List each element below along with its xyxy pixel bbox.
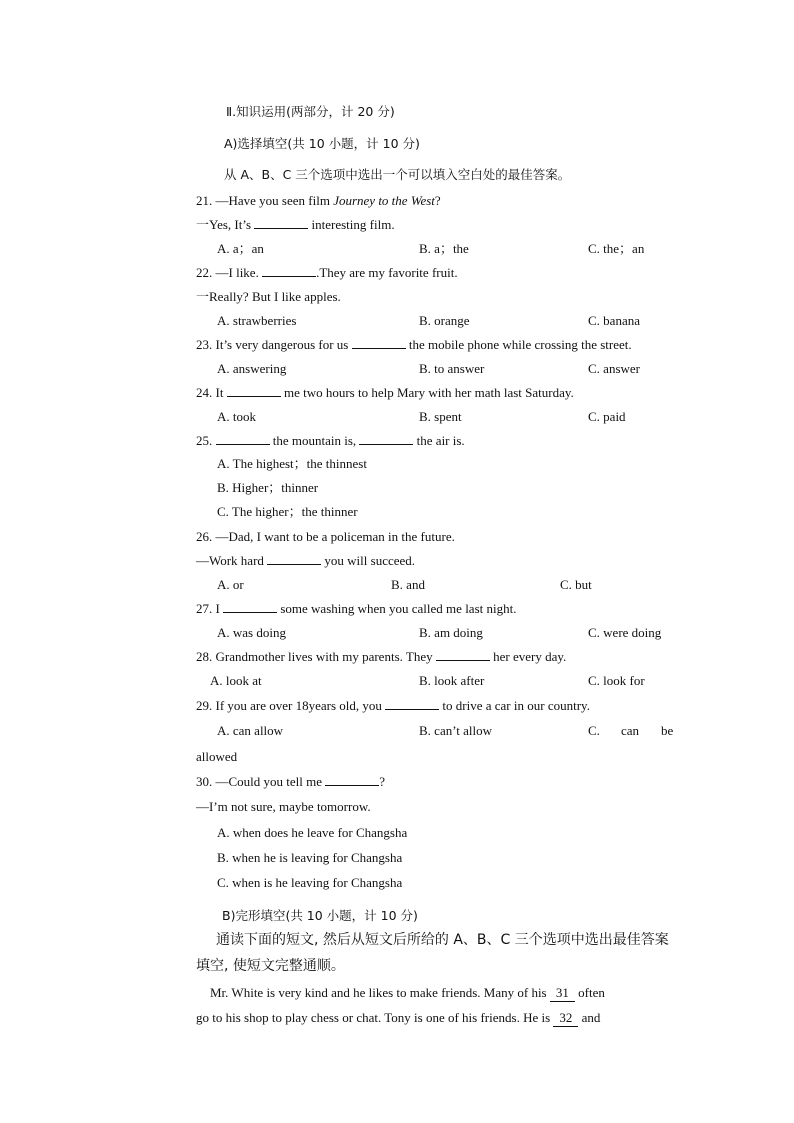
answer-blank [262, 265, 316, 277]
question-22-response: 一Really? But I like apples. [196, 289, 341, 304]
option-c-word: be [661, 723, 674, 738]
answer-blank [325, 774, 379, 786]
answer-blank [227, 385, 281, 397]
stem-text: If you are over 18years old, you [215, 698, 382, 713]
question-number: 29. [196, 698, 213, 713]
answer-blank [352, 337, 406, 349]
stem-text: her every day. [493, 649, 567, 664]
question-number: 30. [196, 774, 213, 789]
part-b-instruction: 通读下面的短文, 然后从短文后所给的 A、B、C 三个选项中选出最佳答案 [216, 932, 669, 948]
option-c-wrap: allowed [196, 749, 238, 764]
part-b-title: B)完形填空(共 10 小题，计 10 分) [222, 908, 418, 923]
question-22-stem [196, 265, 458, 281]
question-24-stem [196, 385, 574, 401]
stem-text: to drive a car in our country. [442, 698, 590, 713]
question-number: 27. [196, 601, 213, 616]
option-a: A. answering [217, 361, 287, 376]
option-c-label: C. [588, 723, 600, 738]
section-title: Ⅱ.知识运用(两部分，计 20 分) [226, 104, 395, 119]
stem-text: the air is. [416, 433, 465, 448]
option-c: C. look for [588, 673, 645, 688]
part-a-title: A)选择填空(共 10 小题，计 10 分) [224, 136, 420, 151]
stem-text: —I like. [215, 265, 259, 280]
film-title: Journey to the West [333, 193, 435, 208]
option-b: B. a；the [419, 241, 469, 256]
passage-text: often [578, 985, 605, 1000]
question-25-stem [196, 433, 465, 449]
option-b: B. can’t allow [419, 723, 493, 738]
stem-text: It [215, 385, 224, 400]
passage-line-2 [196, 1010, 600, 1027]
option-a: A. when does he leave for Changsha [217, 825, 408, 840]
passage-text: and [581, 1010, 601, 1025]
stem-text: It’s very dangerous for us [215, 337, 349, 352]
option-c: C. banana [588, 313, 640, 328]
question-23-stem [196, 337, 632, 353]
answer-blank [267, 553, 321, 565]
part-a-instruction: 从 A、B、C 三个选项中选出一个可以填入空白处的最佳答案。 [224, 167, 571, 182]
answer-blank [254, 217, 308, 229]
question-28-stem [196, 649, 566, 665]
option-b: B. spent [419, 409, 462, 424]
question-number: 23. [196, 337, 213, 352]
option-b: B. am doing [419, 625, 483, 640]
passage-text: go to his shop to play chess or chat. Tony is one of his friends. He is [196, 1010, 551, 1025]
stem-text: the mountain is, [272, 433, 357, 448]
answer-blank [385, 698, 439, 710]
option-c: C. when is he leaving for Changsha [217, 875, 403, 890]
stem-text: .They are my favorite fruit. [316, 265, 458, 280]
option-c-word: can [621, 723, 640, 738]
question-number: 22. [196, 265, 213, 280]
part-b-instruction: 填空, 使短文完整通顺。 [196, 958, 345, 974]
option-a: A. The highest；the thinnest [217, 456, 367, 471]
stem-text: —Dad, I want to be a policeman in the future. [215, 529, 455, 544]
stem-text: me two hours to help Mary with her math last Saturday. [283, 385, 574, 400]
option-b: B. and [391, 577, 425, 592]
question-number: 25. [196, 433, 213, 448]
stem-text: Grandmother lives with my parents. They [215, 649, 433, 664]
question-27-stem [196, 601, 516, 617]
answer-blank [359, 433, 413, 445]
option-c: C. The higher；the thinner [217, 504, 358, 519]
passage-text: Mr. White is very kind and he likes to make friends. Many of his [210, 985, 547, 1000]
option-c: C. were doing [588, 625, 662, 640]
answer-blank [436, 649, 490, 661]
option-b: B. when he is leaving for Changsha [217, 850, 403, 865]
cloze-blank: 31 [550, 985, 575, 1002]
question-29-stem [196, 698, 590, 714]
cloze-blank: 32 [553, 1010, 578, 1027]
question-number: 21. [196, 193, 213, 208]
stem-text: I [215, 601, 220, 616]
option-a: A. a；an [217, 241, 264, 256]
option-a: A. or [217, 577, 244, 592]
answer-blank [216, 433, 270, 445]
question-30-response: —I’m not sure, maybe tomorrow. [196, 799, 371, 814]
stem-text: ? [434, 193, 441, 208]
answer-blank [223, 601, 277, 613]
response-text: —Work hard [196, 553, 264, 568]
passage-line-1 [210, 985, 605, 1002]
question-26-response [196, 553, 415, 569]
option-c: C. the；an [588, 241, 645, 256]
question-21-response [196, 217, 395, 233]
option-c: C. answer [588, 361, 640, 376]
stem-text: some washing when you called me last night. [280, 601, 517, 616]
option-a: A. was doing [217, 625, 286, 640]
stem-text: ? [379, 774, 386, 789]
option-b: B. orange [419, 313, 470, 328]
stem-text: —Could you tell me [215, 774, 323, 789]
response-text: 一Yes, It’s [196, 217, 252, 232]
option-b: B. Higher；thinner [217, 480, 319, 495]
stem-text: the mobile phone while crossing the street. [408, 337, 632, 352]
stem-text: —Have you seen film [215, 193, 334, 208]
option-a: A. can allow [217, 723, 284, 738]
option-a: A. look at [210, 673, 262, 688]
option-b: B. to answer [419, 361, 485, 376]
option-b: B. look after [419, 673, 485, 688]
question-number: 28. [196, 649, 213, 664]
response-text: you will succeed. [324, 553, 416, 568]
option-a: A. strawberries [217, 313, 297, 328]
question-30-stem [196, 774, 385, 790]
question-number: 26. [196, 529, 213, 544]
question-21-stem [196, 193, 441, 209]
option-a: A. took [217, 409, 256, 424]
option-c: C. but [560, 577, 592, 592]
question-number: 24. [196, 385, 213, 400]
option-c: C. paid [588, 409, 626, 424]
question-26-stem [196, 529, 455, 545]
response-text: interesting film. [311, 217, 395, 232]
